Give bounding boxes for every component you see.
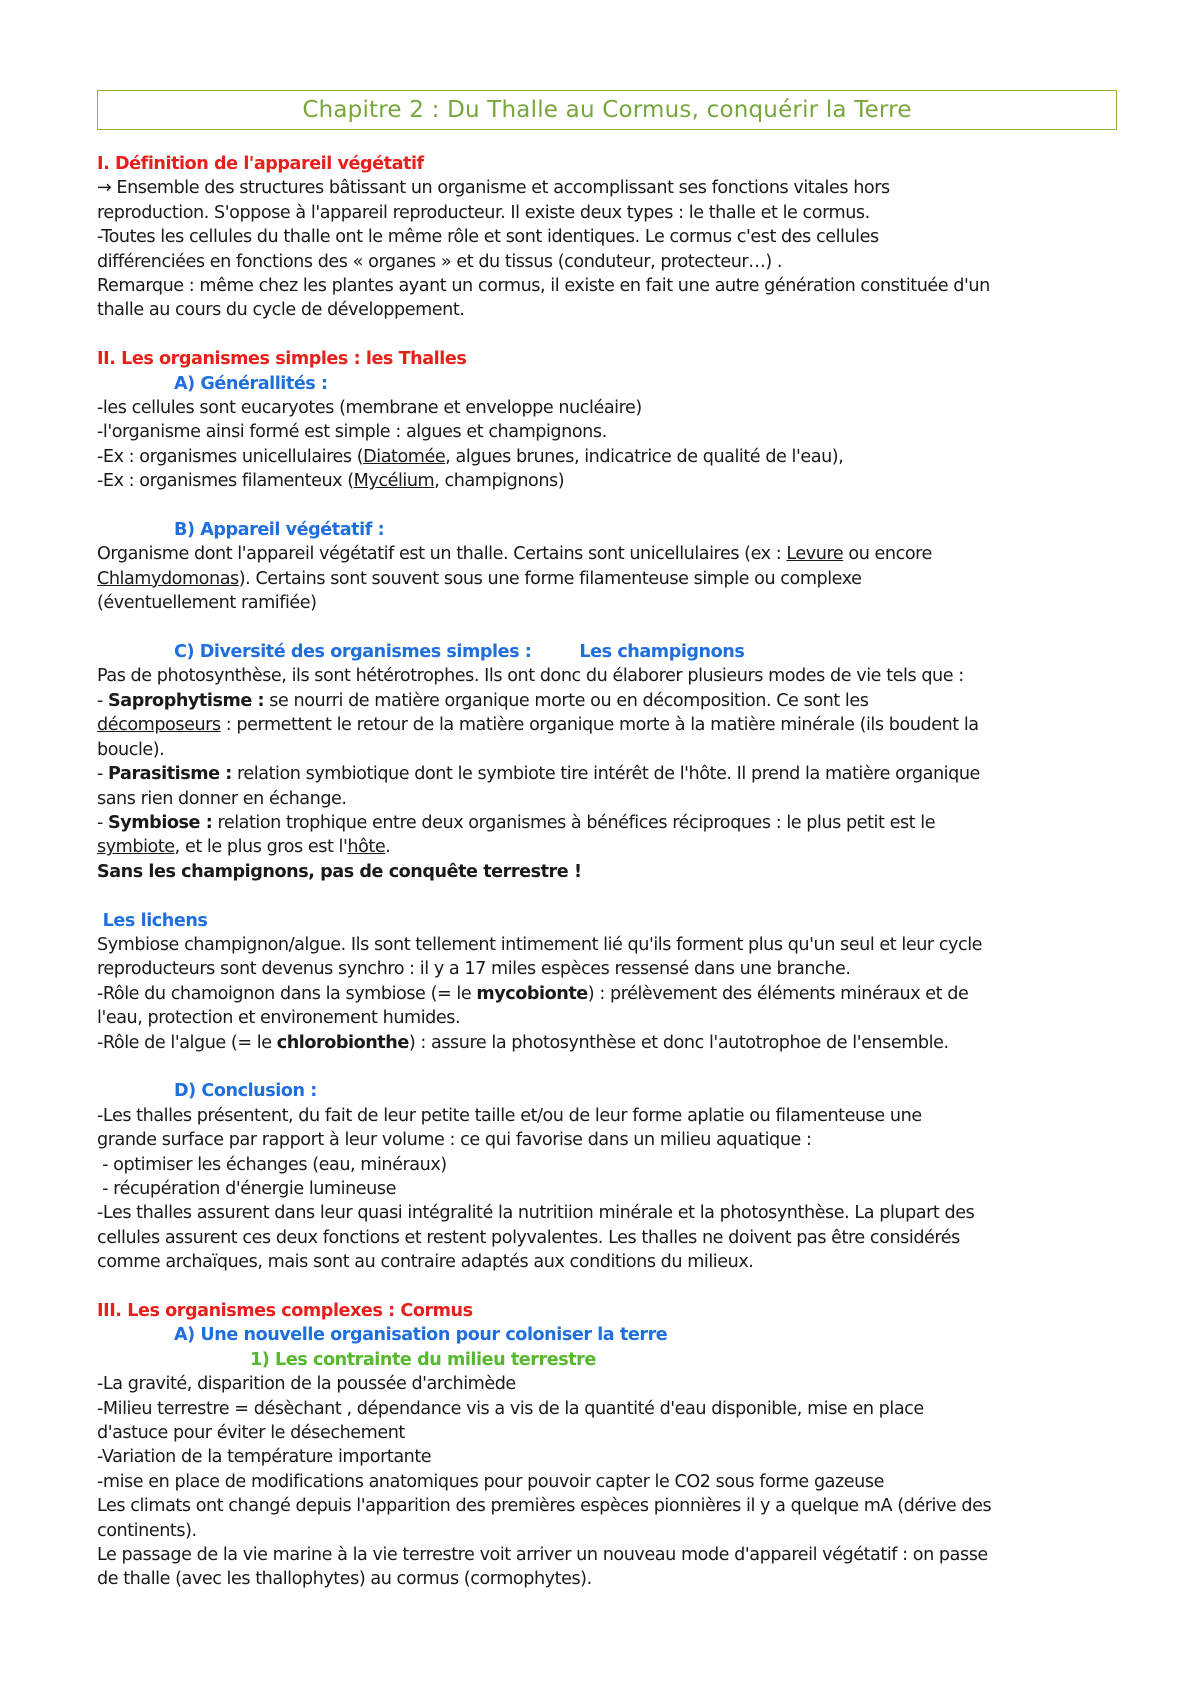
paragraph-line: l'eau, protection et environement humides.	[97, 1008, 461, 1029]
paragraph-line: -Ex : organismes unicellulaires (Diatomée, algues brunes, indicatrice de qualité de l'eau),	[97, 446, 844, 467]
term-symbiote: symbiote	[97, 837, 175, 858]
paragraph-line: comme archaïques, mais sont au contraire adaptés aux conditions du milieux.	[97, 1252, 754, 1273]
paragraph-line: -Rôle du chamoignon dans la symbiose (= le mycobionte) : prélèvement des éléments minéraux et de	[97, 983, 969, 1004]
subsection-d-heading: D) Conclusion :	[174, 1081, 317, 1102]
paragraph-line: -l'organisme ainsi formé est simple : algues et champignons.	[97, 422, 607, 443]
paragraph-line: -Les thalles assurent dans leur quasi intégralité la nutritiion minérale et la photosynthèse. La plupart des	[97, 1203, 975, 1224]
subsection-b-heading: B) Appareil végétatif :	[174, 520, 385, 541]
subsection-a-heading: A) Générallités :	[174, 373, 328, 394]
term-hote: hôte	[347, 837, 386, 858]
term-mycelium: Mycélium	[353, 471, 435, 492]
term-levure: Levure	[786, 544, 844, 565]
subsection-3a1-heading: 1) Les contrainte du milieu terrestre	[250, 1349, 596, 1370]
paragraph-line: -Milieu terrestre = désèchant , dépendance vis a vis de la quantité d'eau disponible, mise en place	[97, 1398, 924, 1419]
paragraph-line: - optimiser les échanges (eau, minéraux)	[97, 1154, 447, 1175]
document-page	[97, 90, 1117, 1592]
lichens-heading: Les lichens	[97, 910, 208, 931]
paragraph-line: thalle au cours du cycle de développement.	[97, 300, 465, 321]
paragraph-line: -Variation de la température importante	[97, 1447, 432, 1468]
paragraph-line: -Toutes les cellules du thalle ont le même rôle et sont identiques. Le cormus c'est des cellules	[97, 227, 879, 248]
paragraph-line: décomposeurs : permettent le retour de la matière organique morte à la matière minérale (ils boudent la	[97, 715, 979, 736]
paragraph-line: -Rôle de l'algue (= le chlorobionthe) : assure la photosynthèse et donc l'autotrophoe de l'ensemble.	[97, 1032, 949, 1053]
paragraph-line: -La gravité, disparition de la poussée d'archimède	[97, 1374, 516, 1395]
section-1-heading: I. Définition de l'appareil végétatif	[97, 154, 424, 174]
paragraph-line: - Symbiose : relation trophique entre deux organismes à bénéfices réciproques : le plus petit est le	[97, 812, 936, 833]
chapter-title: Chapitre 2 : Du Thalle au Cormus, conquérir la Terre	[302, 97, 912, 123]
paragraph-line: Pas de photosynthèse, ils sont hétérotrophes. Ils ont donc du élaborer plusieurs modes de vie tels que :	[97, 666, 964, 687]
subsection-c-heading: C) Diversité des organismes simples : Les champignons	[174, 642, 745, 663]
paragraph-line: continents).	[97, 1520, 197, 1541]
term-chlamydomonas: Chlamydomonas	[97, 568, 239, 589]
term-decomposeurs: décomposeurs	[97, 715, 221, 736]
paragraph-line: - Saprophytisme : se nourri de matière organique morte ou en décomposition. Ce sont les	[97, 690, 869, 711]
emphasis-line: Sans les champignons, pas de conquête terrestre !	[97, 861, 582, 882]
section-2-heading: II. Les organismes simples : les Thalles	[97, 349, 467, 370]
chapter-title-box	[97, 90, 1117, 130]
paragraph-line: -les cellules sont eucaryotes (membrane et enveloppe nucléaire)	[97, 398, 642, 419]
paragraph-line: Le passage de la vie marine à la vie terrestre voit arriver un nouveau mode d'appareil végétatif : on passe	[97, 1545, 988, 1566]
paragraph-line: cellules assurent ces deux fonctions et restent polyvalentes. Les thalles ne doivent pas être considérés	[97, 1227, 960, 1248]
paragraph-line: reproducteurs sont devenus synchro : il y a 17 miles espèces ressensé dans une branche.	[97, 959, 851, 980]
section-3-heading: III. Les organismes complexes : Cormus	[97, 1301, 473, 1321]
champignons-heading: Les champignons	[579, 642, 745, 663]
paragraph-line: Organisme dont l'appareil végétatif est un thalle. Certains sont unicellulaires (ex : Levure ou encore	[97, 544, 932, 565]
paragraph-line: - récupération d'énergie lumineuse	[97, 1178, 396, 1199]
paragraph-line: - Parasitisme : relation symbiotique dont le symbiote tire intérêt de l'hôte. Il prend la matière organique	[97, 764, 980, 785]
paragraph-line: Remarque : même chez les plantes ayant un cormus, il existe en fait une autre génération constituée d'un	[97, 276, 990, 297]
term-diatomee: Diatomée	[363, 446, 446, 467]
paragraph-line: de thalle (avec les thallophytes) au cormus (cormophytes).	[97, 1569, 592, 1590]
paragraph-line: boucle).	[97, 739, 165, 760]
paragraph-line: → Ensemble des structures bâtissant un organisme et accomplissant ses fonctions vitales hors	[97, 178, 890, 199]
paragraph-line: -Ex : organismes filamenteux (Mycélium, champignons)	[97, 471, 565, 492]
paragraph-line: grande surface par rapport à leur volume : ce qui favorise dans un milieu aquatique :	[97, 1130, 812, 1151]
paragraph-line: Symbiose champignon/algue. Ils sont tellement intimement lié qu'ils forment plus qu'un seul et leur cycle	[97, 934, 983, 955]
paragraph-line: Les climats ont changé depuis l'apparition des premières espèces pionnières il y a quelque mA (dérive des	[97, 1496, 992, 1517]
paragraph-line: sans rien donner en échange.	[97, 788, 347, 809]
subsection-3a-heading: A) Une nouvelle organisation pour coloniser la terre	[174, 1325, 668, 1346]
paragraph-line: symbiote, et le plus gros est l'hôte.	[97, 837, 391, 858]
paragraph-line: Chlamydomonas). Certains sont souvent sous une forme filamenteuse simple ou complexe	[97, 568, 862, 589]
paragraph-line: reproduction. S'oppose à l'appareil reproducteur. Il existe deux types : le thalle et le cormus.	[97, 202, 870, 223]
document-body	[97, 152, 1117, 1592]
paragraph-line: d'astuce pour éviter le désechement	[97, 1423, 405, 1444]
paragraph-line: -Les thalles présentent, du fait de leur petite taille et/ou de leur forme aplatie ou filamenteuse une	[97, 1105, 922, 1126]
paragraph-line: différenciées en fonctions des « organes » et du tissus (conduteur, protecteur…) .	[97, 251, 783, 272]
paragraph-line: -mise en place de modifications anatomiques pour pouvoir capter le CO2 sous forme gazeuse	[97, 1471, 884, 1492]
paragraph-line: (éventuellement ramifiée)	[97, 593, 317, 614]
